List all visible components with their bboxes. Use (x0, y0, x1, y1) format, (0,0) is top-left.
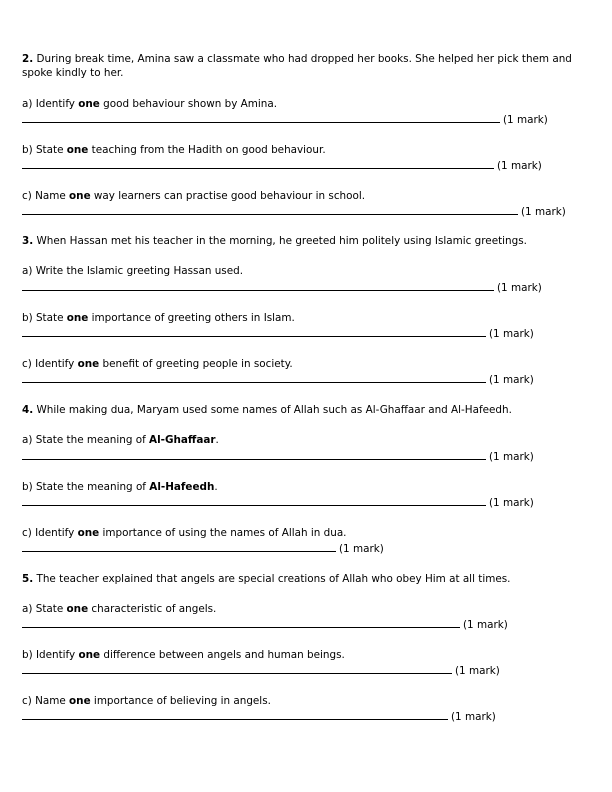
answer-blank[interactable] (22, 327, 486, 337)
mark-label: (1 mark) (489, 497, 534, 509)
answer-blank[interactable] (22, 281, 494, 291)
q5a-prompt: a) State one characteristic of angels. (22, 603, 217, 615)
q5c-answer-line[interactable] (22, 710, 496, 723)
answer-blank[interactable] (22, 618, 460, 628)
answer-blank[interactable] (22, 496, 486, 506)
q4a-prompt: a) State the meaning of Al-Ghaffaar. (22, 434, 219, 446)
q5-number: 5. (22, 573, 34, 585)
q2c-prompt: c) Name one way learners can practise good behaviour in school. (22, 190, 366, 202)
q3-number: 3. (22, 235, 34, 247)
answer-blank[interactable] (22, 113, 500, 123)
q5c-prompt: c) Name one importance of believing in angels. (22, 695, 271, 707)
mark-label: (1 mark) (497, 282, 542, 294)
q3-stem: 3. When Hassan met his teacher in the morning, he greeted him politely using Islamic greetings. (22, 235, 527, 247)
q4c-answer-line[interactable] (22, 542, 384, 555)
mark-label: (1 mark) (339, 543, 384, 555)
mark-label: (1 mark) (503, 114, 548, 126)
answer-blank[interactable] (22, 542, 336, 552)
q3b-prompt: b) State one importance of greeting others in Islam. (22, 312, 295, 324)
q3a-answer-line[interactable] (22, 281, 542, 294)
answer-blank[interactable] (22, 664, 452, 674)
q2-number: 2. (22, 53, 34, 65)
q2-stem: 2. During break time, Amina saw a classmate who had dropped her books. She helped her pick them and spoke kindly to her. (22, 53, 572, 79)
q3b-answer-line[interactable] (22, 327, 534, 340)
q3a-prompt: a) Write the Islamic greeting Hassan used. (22, 265, 243, 277)
mark-label: (1 mark) (455, 665, 500, 677)
answer-blank[interactable] (22, 710, 448, 720)
q4-stem: 4. While making dua, Maryam used some names of Allah such as Al-Ghaffaar and Al-Hafeedh. (22, 404, 512, 416)
q4-number: 4. (22, 404, 34, 416)
q5b-answer-line[interactable] (22, 664, 500, 677)
q2c-answer-line[interactable] (22, 205, 566, 218)
q5-stem: 5. The teacher explained that angels are special creations of Allah who obey Him at all times. (22, 573, 511, 585)
q2b-answer-line[interactable] (22, 159, 542, 172)
mark-label: (1 mark) (521, 206, 566, 218)
q4c-prompt: c) Identify one importance of using the names of Allah in dua. (22, 527, 347, 539)
mark-label: (1 mark) (489, 451, 534, 463)
q3c-answer-line[interactable] (22, 373, 534, 386)
q5b-prompt: b) Identify one difference between angels and human beings. (22, 649, 345, 661)
q4a-answer-line[interactable] (22, 450, 534, 463)
q5a-answer-line[interactable] (22, 618, 508, 631)
q2a-prompt: a) Identify one good behaviour shown by Amina. (22, 98, 278, 110)
mark-label: (1 mark) (489, 328, 534, 340)
answer-blank[interactable] (22, 450, 486, 460)
answer-blank[interactable] (22, 159, 494, 169)
q2a-answer-line[interactable] (22, 113, 548, 126)
answer-blank[interactable] (22, 373, 486, 383)
q4b-prompt: b) State the meaning of Al-Hafeedh. (22, 481, 218, 493)
q3c-prompt: c) Identify one benefit of greeting people in society. (22, 358, 293, 370)
q2b-prompt: b) State one teaching from the Hadith on good behaviour. (22, 144, 326, 156)
mark-label: (1 mark) (497, 160, 542, 172)
mark-label: (1 mark) (451, 711, 496, 723)
mark-label: (1 mark) (489, 374, 534, 386)
q4b-answer-line[interactable] (22, 496, 534, 509)
answer-blank[interactable] (22, 205, 518, 215)
mark-label: (1 mark) (463, 619, 508, 631)
